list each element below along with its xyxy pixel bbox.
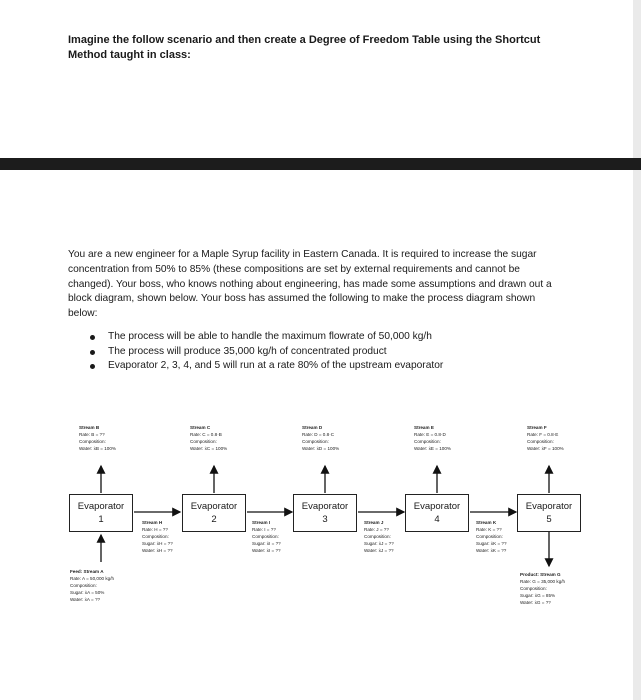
- stream-i-label: Stream I Rate: I = ?? Composition: Sugar: ẋI = ?? Water: ẋI = ??: [252, 520, 281, 553]
- evaporator-5-block: [517, 494, 581, 532]
- stream-b-label: Stream B Rate: B = ?? Composition: Water: ẋB = 100%: [79, 425, 116, 451]
- feed-stream-a-label: Feed: Stream A Rate: A = 50,000 kg/h Composition: Sugar: ẋA = 50% Water: ẋA = ??: [70, 569, 115, 602]
- evaporator-4-block: [405, 494, 469, 532]
- assumption-text: The process will be able to handle the maximum flowrate of 50,000 kg/h: [108, 331, 432, 342]
- evaporator-number: 1: [98, 514, 104, 525]
- evaporator-label: Evaporator: [77, 501, 125, 512]
- assumption-text: Evaporator 2, 3, 4, and 5 will run at a rate 80% of the upstream evaporator: [108, 360, 444, 371]
- stream-c-label: Stream C Rate: C = 0.8·B Composition: Water: ẋC = 100%: [190, 425, 228, 451]
- evaporator-label: Evaporator: [525, 501, 573, 512]
- evaporator-number: 2: [211, 514, 217, 525]
- evaporator-2-block: [182, 494, 246, 532]
- stream-h-label: Stream H Rate: H = ?? Composition: Sugar: ẋH = ?? Water: ẋH = ??: [142, 520, 173, 553]
- product-stream-g-label: Product: Stream G Rate: G = 35,000 kg/h Composition: Sugar: ẋG = 85% Water: ẋG = ??: [520, 572, 566, 605]
- evaporator-number: 3: [322, 514, 328, 525]
- evaporator-label: Evaporator: [413, 501, 461, 512]
- stream-e-label: Stream E Rate: E = 0.8·D Composition: Water: ẋE = 100%: [414, 425, 451, 451]
- stream-f-label: Stream F Rate: F = 0.8·E Composition: Water: ẋF = 100%: [527, 425, 564, 451]
- scenario-paragraph: You are a new engineer for a Maple Syrup facility in Eastern Canada. It is required to increase the sugar concentration from 50% to 85% (these compositions are set by external requirements and cannot be changed). Your boss, who knows nothing about engineering, has made some assumptions and drawn out a block diagram, shown below. Your boss has assumed the following to make the process diagram shown below:: [68, 249, 552, 320]
- intro-text: Imagine the follow scenario and then create a Degree of Freedom Table using the Shortcut Method taught in class:: [68, 34, 541, 61]
- stream-d-label: Stream D Rate: D = 0.8·C Composition: Water: ẋD = 100%: [302, 425, 340, 451]
- assumption-text: The process will produce 35,000 kg/h of concentrated product: [108, 345, 387, 357]
- evaporator-1-block: [69, 494, 133, 532]
- evaporator-label: Evaporator: [301, 501, 349, 512]
- stream-k-label: Stream K Rate: K = ?? Composition: Sugar: ẋK = ?? Water: ẋK = ??: [476, 520, 507, 553]
- stream-j-label: Stream J Rate: J = ?? Composition: Sugar: ẋJ = ?? Water: ẋJ = ??: [364, 520, 394, 553]
- evaporator-number: 5: [546, 514, 552, 525]
- evaporator-label: Evaporator: [190, 501, 238, 512]
- evaporator-number: 4: [434, 514, 440, 525]
- evaporator-3-block: [293, 494, 357, 532]
